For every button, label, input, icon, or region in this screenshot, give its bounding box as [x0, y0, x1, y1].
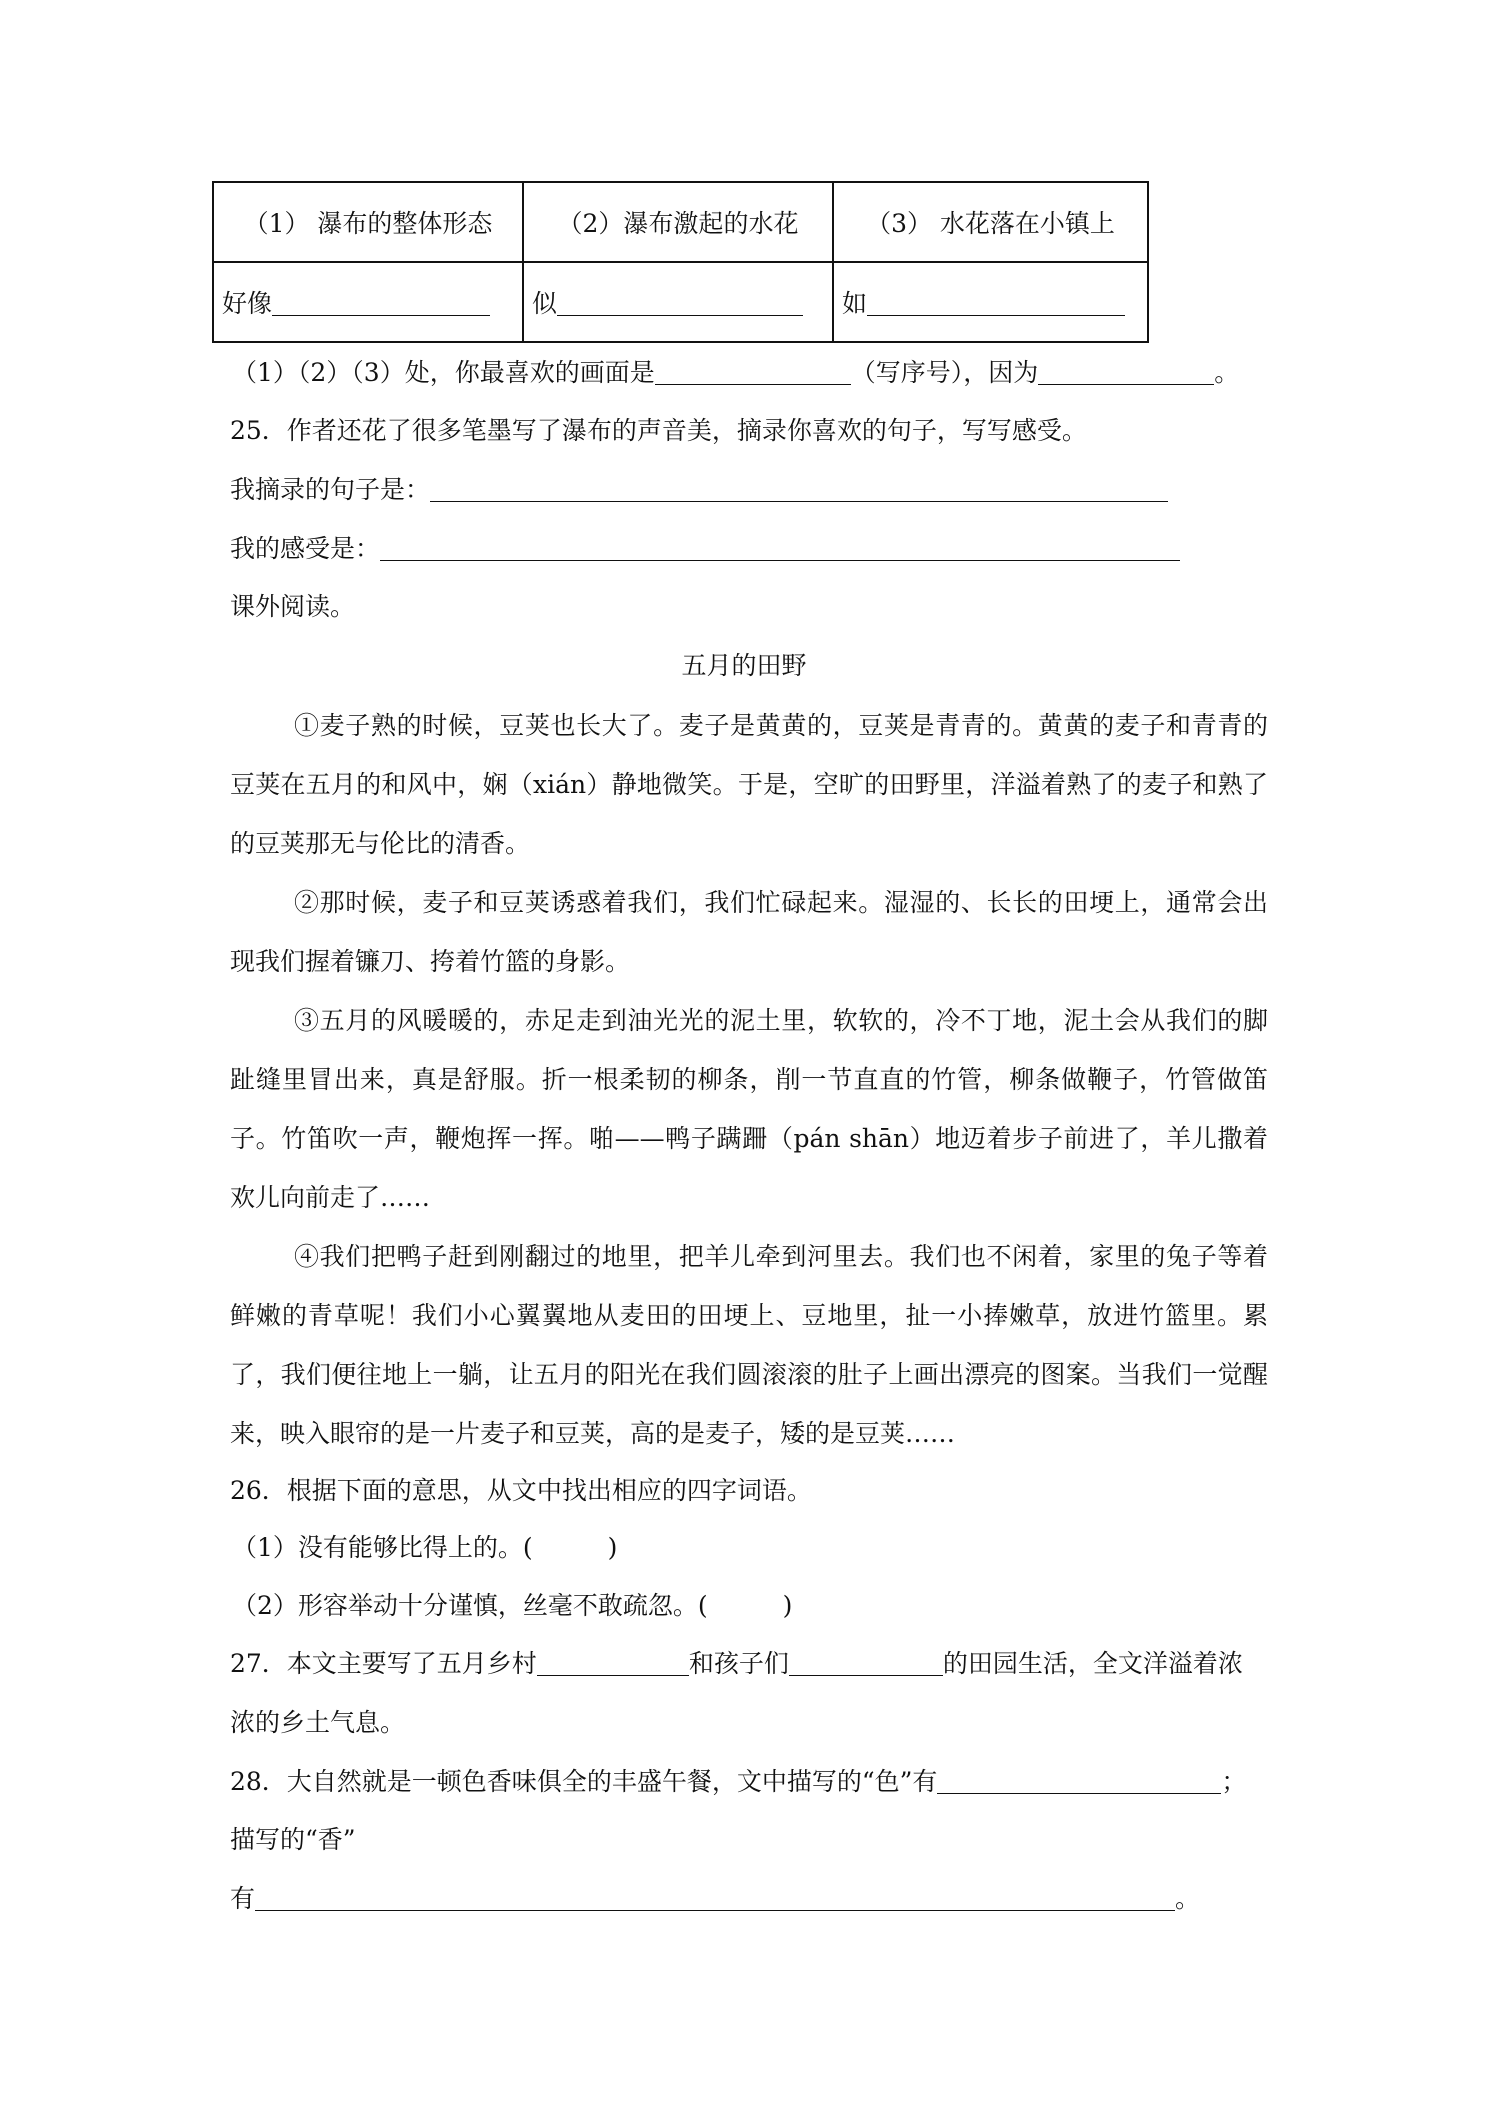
table-cell-2	[523, 262, 833, 342]
table-header-1: （1） 瀑布的整体形态	[213, 182, 523, 262]
sentence-label: 我摘录的句子是：	[230, 475, 431, 504]
fragrance-blank[interactable]	[255, 1886, 1175, 1911]
paragraph-2: ②那时候，麦子和豆荚诱惑着我们，我们忙碌起来。湿湿的、长长的田埂上，通常会出现我们握着镰刀、挎着竹篮的身影。	[230, 888, 1268, 976]
paragraph-1: ①麦子熟的时候，豆荚也长大了。麦子是黄黄的，豆荚是青青的。黄黄的麦子和青青的豆荚在五月的和风中，娴（xián）静地微笑。于是，空旷的田野里，洋溢着熟了的麦子和熟了的豆荚那无与伦比的清香。	[230, 711, 1268, 858]
q24-end: 。	[1214, 358, 1240, 387]
q28-line-1	[230, 1765, 1246, 1799]
favorite-scene-blank[interactable]	[655, 360, 851, 385]
q25-question: 25．作者还花了很多笔墨写了瀑布的声音美，摘录你喜欢的句子，写写感受。	[230, 416, 1087, 445]
q24-text-2: （写序号），因为	[850, 358, 1039, 387]
q27-line-1	[230, 1647, 1243, 1681]
table-header-row	[213, 182, 1148, 262]
q28-line-2: 描写的“香”	[230, 1825, 356, 1854]
table-answer-row	[213, 262, 1148, 342]
paragraph-3: ③五月的风暖暖的，赤足走到油光光的泥土里，软软的，冷不丁地，泥土会从我们的脚趾缝里冒出来，真是舒服。折一根柔韧的柳条，削一节直直的竹管，柳条做鞭子，竹管做笛子。竹笛吹一声，鞭炮挥一挥。啪——鸭子蹒跚（pán shān）地迈着步子前进了，羊儿撒着欢儿向前走了……	[230, 1006, 1268, 1212]
q28-line-3	[230, 1882, 1200, 1916]
q28-text-3: 有	[230, 1884, 256, 1913]
section-label: 课外阅读。	[230, 592, 356, 621]
answer-blank-2[interactable]	[557, 291, 803, 316]
table-cell-3	[833, 262, 1148, 342]
q28-end: 。	[1175, 1884, 1201, 1913]
q26-item-2: （2）形容举动十分谨慎，丝毫不敢疏忽。( )	[232, 1591, 793, 1620]
q27-line-2: 浓的乡土气息。	[230, 1708, 406, 1737]
q24-text-1: （1）（2）（3）处，你最喜欢的画面是	[232, 358, 655, 387]
table-header-2: （2）瀑布激起的水花	[523, 182, 833, 262]
q25-feeling-line	[230, 532, 1180, 566]
fill-in-table	[212, 181, 1149, 343]
q28-text-1: 28．大自然就是一顿色香味俱全的丰盛午餐，文中描写的“色”有	[230, 1767, 938, 1796]
q27-text-3: 的田园生活，全文洋溢着浓	[942, 1649, 1243, 1678]
cell-prefix-1: 好像	[222, 289, 273, 318]
answer-blank-1[interactable]	[272, 291, 490, 316]
q28-semicolon: ；	[1221, 1767, 1247, 1796]
scenery-blank[interactable]	[537, 1651, 689, 1676]
q26-question: 26．根据下面的意思，从文中找出相应的四字词语。	[230, 1476, 812, 1505]
passage	[230, 696, 1268, 1463]
paragraph-4: ④我们把鸭子赶到刚翻过的地里，把羊儿牵到河里去。我们也不闲着，家里的兔子等着鲜嫩的青草呢！我们小心翼翼地从麦田的田埂上、豆地里，扯一小捧嫩草，放进竹篮里。累了，我们便往地上一躺，让五月的阳光在我们圆滚滚的肚子上画出漂亮的图案。当我们一觉醒来，映入眼帘的是一片麦子和豆荚，高的是麦子，矮的是豆荚……	[230, 1242, 1268, 1448]
feeling-blank[interactable]	[380, 536, 1180, 561]
reason-blank[interactable]	[1038, 360, 1214, 385]
passage-title: 五月的田野	[681, 651, 807, 680]
q27-text-2: 和孩子们	[688, 1649, 789, 1678]
q24-followup	[232, 356, 1239, 390]
table-cell-1	[213, 262, 523, 342]
cell-prefix-2: 似	[532, 289, 558, 318]
sentence-blank[interactable]	[430, 477, 1168, 502]
cell-prefix-3: 如	[842, 289, 868, 318]
answer-blank-3[interactable]	[867, 291, 1125, 316]
table-header-3: （3） 水花落在小镇上	[833, 182, 1148, 262]
q27-text-1: 27．本文主要写了五月乡村	[230, 1649, 537, 1678]
q26-item-1: （1）没有能够比得上的。( )	[232, 1533, 618, 1562]
feeling-label: 我的感受是：	[230, 534, 381, 563]
q25-sentence-line	[230, 473, 1168, 507]
color-blank[interactable]	[937, 1769, 1221, 1794]
activity-blank[interactable]	[789, 1651, 943, 1676]
